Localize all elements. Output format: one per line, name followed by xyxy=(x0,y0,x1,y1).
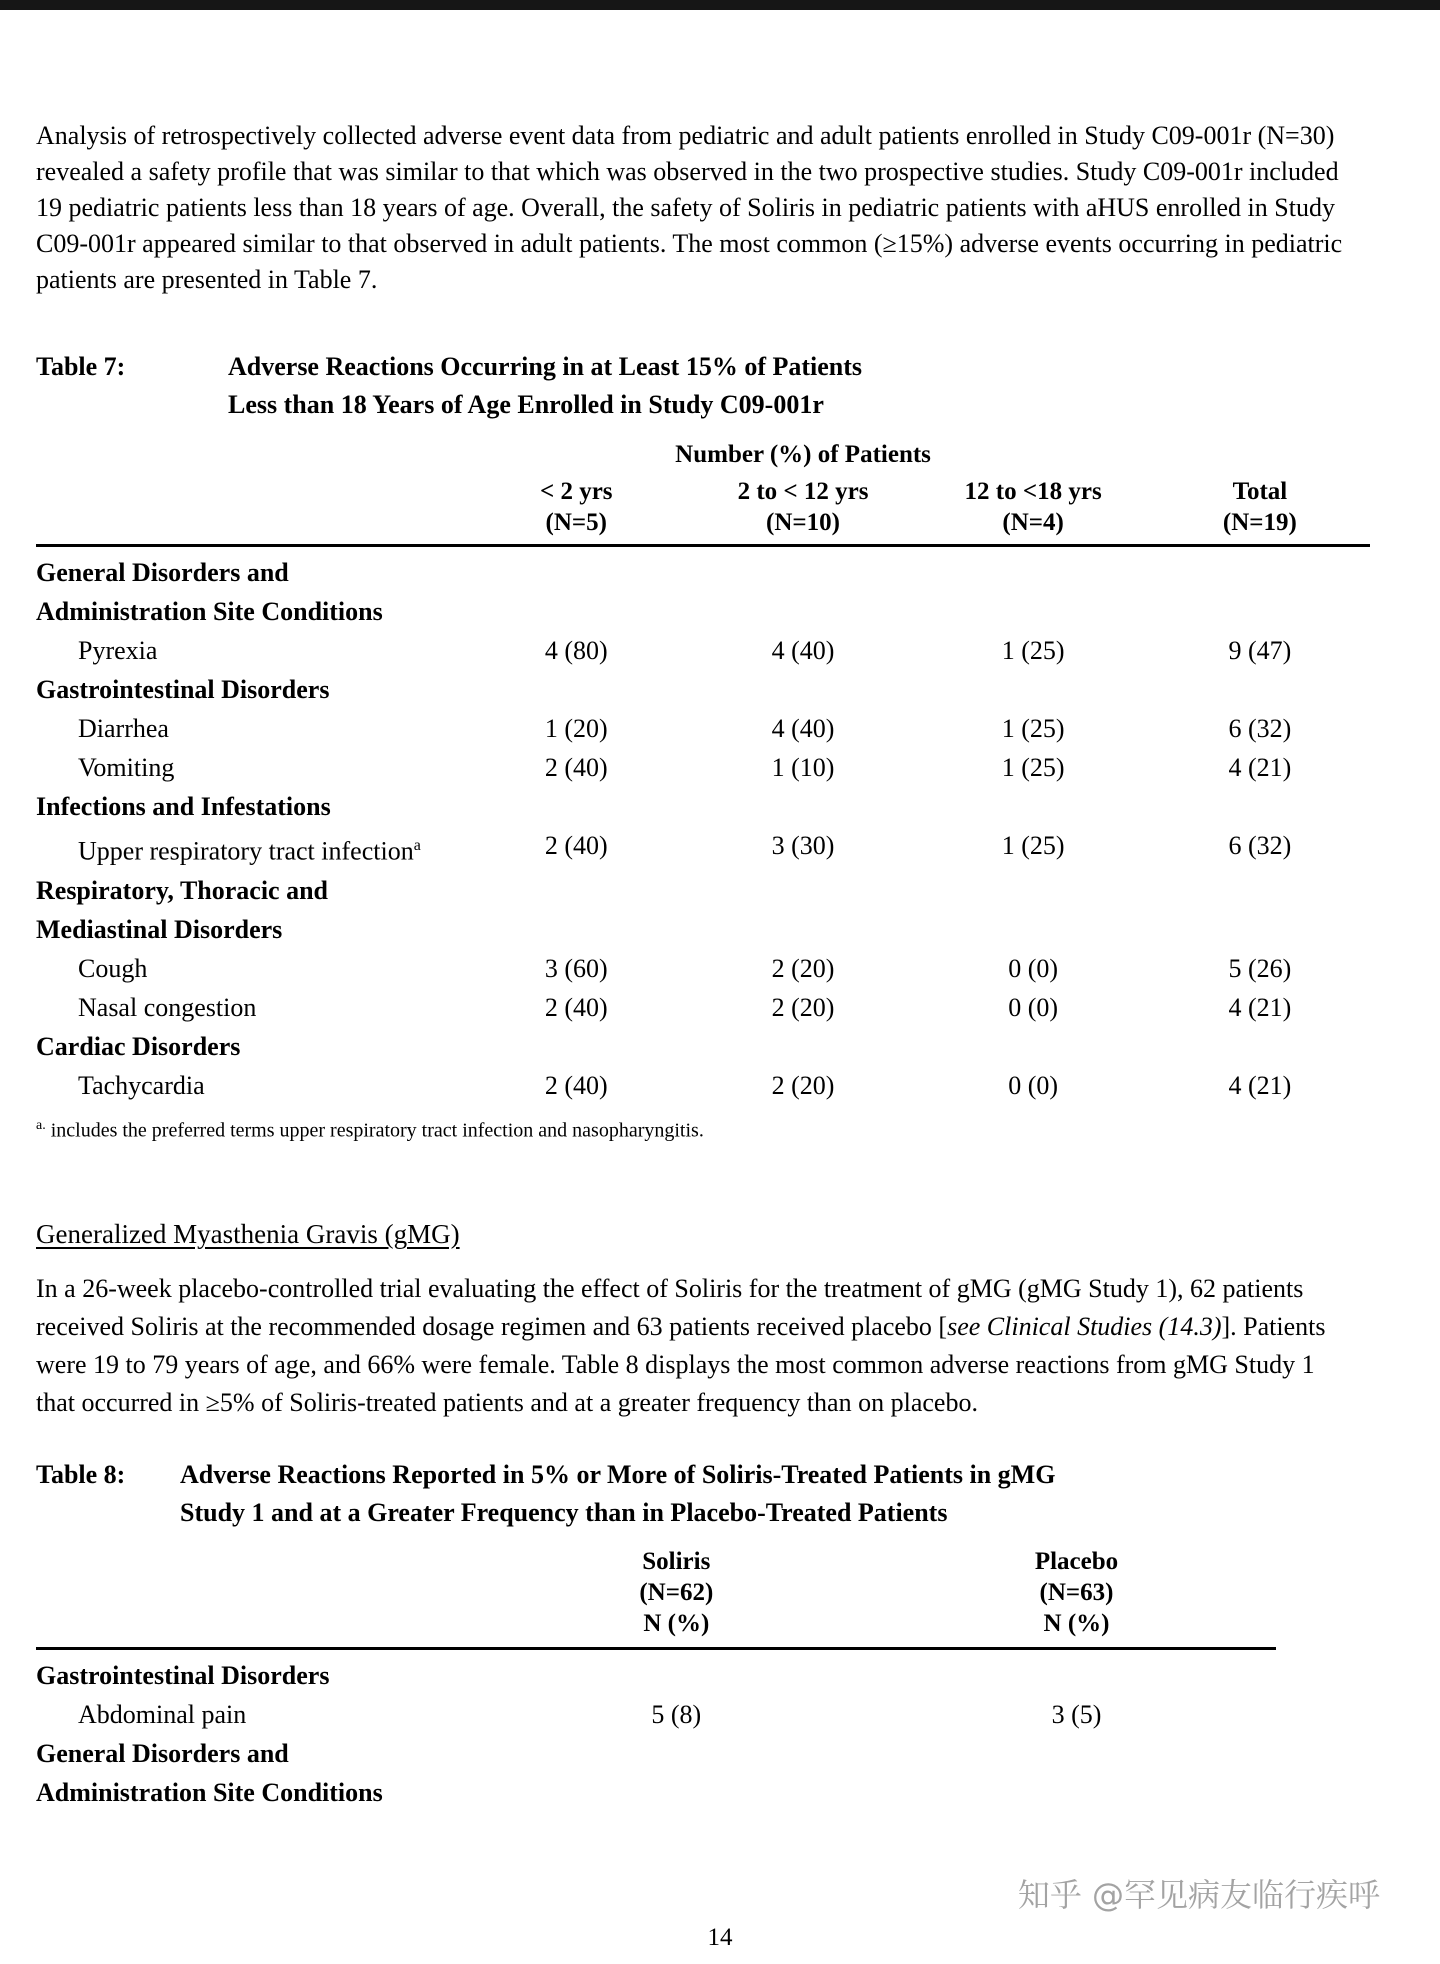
table7-caption xyxy=(36,348,1370,424)
table8 xyxy=(36,1542,1370,1812)
table-row xyxy=(36,949,1370,988)
row-value: 1 (25) xyxy=(1001,831,1065,860)
row-category-label: Administration Site Conditions xyxy=(36,1778,383,1808)
table-row xyxy=(36,988,1370,1027)
table8-body xyxy=(36,1650,1370,1812)
column-name: Total xyxy=(1232,478,1288,505)
table7-header-col3 xyxy=(916,472,1149,544)
row-value: 5 (26) xyxy=(1228,953,1292,983)
row-category-label: General Disorders and xyxy=(36,1739,289,1769)
gmg-paragraph-seg3: ]. Patients were 19 to 79 years of age, and 66% were female. Table 8 displays the most common adverse reactions from gMG Study 1 that occurred in ≥5% of Soliris-treated patients and at a greater frequency than on placebo. xyxy=(36,1312,1326,1418)
table7-group-header: Number (%) of Patients xyxy=(675,441,931,468)
table8-header-soliris xyxy=(476,1542,876,1645)
row-value: 2 (40) xyxy=(544,1070,608,1100)
row-value: 4 (21) xyxy=(1228,753,1292,782)
column-stat: N (%) xyxy=(1043,1610,1110,1638)
table-row xyxy=(36,670,1370,709)
table7-header-row xyxy=(36,472,1370,547)
table-row xyxy=(36,592,1370,631)
row-category-label: Administration Site Conditions xyxy=(36,597,383,626)
row-label: Diarrhea xyxy=(78,714,169,743)
row-value: 2 (20) xyxy=(771,992,835,1022)
table7-header-col1 xyxy=(463,472,690,544)
row-label: Nasal congestion xyxy=(78,992,257,1022)
table8-caption xyxy=(36,1456,1370,1532)
row-label-text: Upper respiratory tract infection xyxy=(78,836,414,866)
table7-header-empty xyxy=(36,472,463,544)
table8-header-spacer xyxy=(1277,1542,1370,1645)
table-row xyxy=(36,826,1370,871)
row-label: Tachycardia xyxy=(78,1070,205,1100)
table7-title-line2: Less than 18 Years of Age Enrolled in Study C09-001r xyxy=(228,390,824,419)
column-name: 2 to < 12 yrs xyxy=(737,478,869,505)
row-value: 1 (25) xyxy=(1001,714,1065,743)
table-row xyxy=(36,871,1370,910)
table8-header-placebo xyxy=(876,1542,1276,1645)
table7 xyxy=(36,438,1370,1143)
table-row xyxy=(36,631,1370,670)
column-n: (N=4) xyxy=(1002,509,1064,536)
row-label: Vomiting xyxy=(78,753,175,782)
gmg-paragraph-seg1: In a 26-week placebo-controlled trial evaluating the effect of Soliris for the treatment of gMG (gMG Study 1), 62 patients received Soliris at the recommended dosage regimen and 63 patients received placebo [ xyxy=(36,1274,1304,1342)
table-row xyxy=(36,1656,1370,1695)
row-value: 2 (40) xyxy=(544,992,608,1022)
table7-footnote xyxy=(36,1113,1370,1144)
row-value: 1 (25) xyxy=(1001,636,1065,665)
row-value: 5 (8) xyxy=(651,1700,702,1730)
table7-header-col4 xyxy=(1150,472,1370,544)
row-value: 3 (5) xyxy=(1051,1700,1102,1730)
table7-label: Table 7: xyxy=(36,352,126,381)
table-row xyxy=(36,553,1370,592)
table7-title xyxy=(228,348,862,424)
row-label: Cough xyxy=(78,953,148,983)
column-name: < 2 yrs xyxy=(539,478,613,505)
column-n: (N=62) xyxy=(639,1579,714,1607)
column-n: (N=63) xyxy=(1039,1579,1114,1607)
row-value: 1 (25) xyxy=(1001,753,1065,782)
column-name: Soliris xyxy=(642,1548,711,1576)
table-row xyxy=(36,748,1370,787)
table-row xyxy=(36,1773,1370,1812)
row-category-label: General Disorders and xyxy=(36,558,289,587)
watermark: 知乎 @罕见病友临行疾呼 xyxy=(1017,1876,1380,1914)
table-row xyxy=(36,709,1370,748)
row-spacer xyxy=(1277,1695,1370,1734)
table8-title xyxy=(180,1456,1055,1532)
intro-paragraph: Analysis of retrospectively collected adverse event data from pediatric and adult patients enrolled in Study C09-001r (N=30) revealed a safety profile that was similar to that which was observed in the two prospective studies. Study C09-001r included 19 pediatric patients less than 18 years of age. Overall, the safety of Soliris in pediatric patients with aHUS enrolled in Study C09-001r appeared similar to that observed in adult patients. The most common (≥15%) adverse events occurring in pediatric patients are presented in Table 7. xyxy=(36,121,1343,294)
row-category-label: Mediastinal Disorders xyxy=(36,914,283,944)
table7-body xyxy=(36,547,1370,1105)
table7-title-line1: Adverse Reactions Occurring in at Least 15% of Patients xyxy=(228,352,863,381)
row-value: 6 (32) xyxy=(1228,831,1292,860)
row-value: 3 (30) xyxy=(771,831,835,860)
row-value: 0 (0) xyxy=(1008,1070,1059,1100)
column-name: Placebo xyxy=(1034,1548,1119,1576)
table7-header-col2 xyxy=(690,472,917,544)
table-row xyxy=(36,1027,1370,1066)
table8-label: Table 8: xyxy=(36,1460,126,1490)
table-row xyxy=(36,1695,1370,1734)
table-row xyxy=(36,1066,1370,1105)
footnote-text: includes the preferred terms upper respiratory tract infection and nasopharyngitis. xyxy=(50,1119,704,1142)
row-category-label: Infections and Infestations xyxy=(36,792,331,821)
row-value: 4 (21) xyxy=(1228,992,1292,1022)
footnote-marker-ref: a xyxy=(413,837,421,854)
row-value: 2 (40) xyxy=(544,753,608,782)
row-value: 3 (60) xyxy=(544,953,608,983)
column-n: (N=10) xyxy=(766,509,840,536)
row-value: 4 (80) xyxy=(544,636,608,665)
column-n: (N=19) xyxy=(1222,509,1297,536)
row-category-label: Gastrointestinal Disorders xyxy=(36,1661,330,1691)
row-value: 1 (10) xyxy=(771,753,835,782)
gmg-paragraph xyxy=(36,1270,1354,1422)
table-row xyxy=(36,1734,1370,1773)
top-window-edge xyxy=(0,0,1440,10)
row-label xyxy=(36,826,463,871)
row-category-label: Cardiac Disorders xyxy=(36,1031,241,1061)
table8-title-line2: Study 1 and at a Greater Frequency than in Placebo-Treated Patients xyxy=(180,1498,948,1528)
row-value: 2 (20) xyxy=(771,953,835,983)
row-value: 2 (40) xyxy=(544,831,608,860)
row-category-label: Gastrointestinal Disorders xyxy=(36,675,330,704)
table-row xyxy=(36,910,1370,949)
row-value: 0 (0) xyxy=(1008,953,1059,983)
row-value: 9 (47) xyxy=(1228,636,1292,665)
gmg-paragraph-italic-reference: see Clinical Studies (14.3) xyxy=(947,1312,1222,1342)
table8-header-empty xyxy=(36,1542,476,1645)
row-value: 4 (40) xyxy=(771,636,835,665)
row-label: Pyrexia xyxy=(78,636,158,665)
row-category-label: Respiratory, Thoracic and xyxy=(36,875,329,905)
row-value: 1 (20) xyxy=(544,714,608,743)
row-value: 4 (21) xyxy=(1228,1070,1292,1100)
row-value: 4 (40) xyxy=(771,714,835,743)
footnote-marker: a. xyxy=(36,1117,46,1133)
column-n: (N=5) xyxy=(545,509,607,536)
gmg-section-heading: Generalized Myasthenia Gravis (gMG) xyxy=(36,1219,460,1250)
table-row xyxy=(36,787,1370,826)
column-name: 12 to <18 yrs xyxy=(964,478,1102,505)
row-value: 2 (20) xyxy=(771,1070,835,1100)
column-stat: N (%) xyxy=(643,1610,710,1638)
table8-header-row xyxy=(36,1542,1370,1645)
row-value: 6 (32) xyxy=(1228,714,1292,743)
row-label: Abdominal pain xyxy=(78,1700,247,1730)
page-number: 14 xyxy=(707,1924,733,1951)
table8-title-line1: Adverse Reactions Reported in 5% or More of Soliris-Treated Patients in gMG xyxy=(180,1460,1056,1490)
row-value: 0 (0) xyxy=(1008,992,1059,1022)
